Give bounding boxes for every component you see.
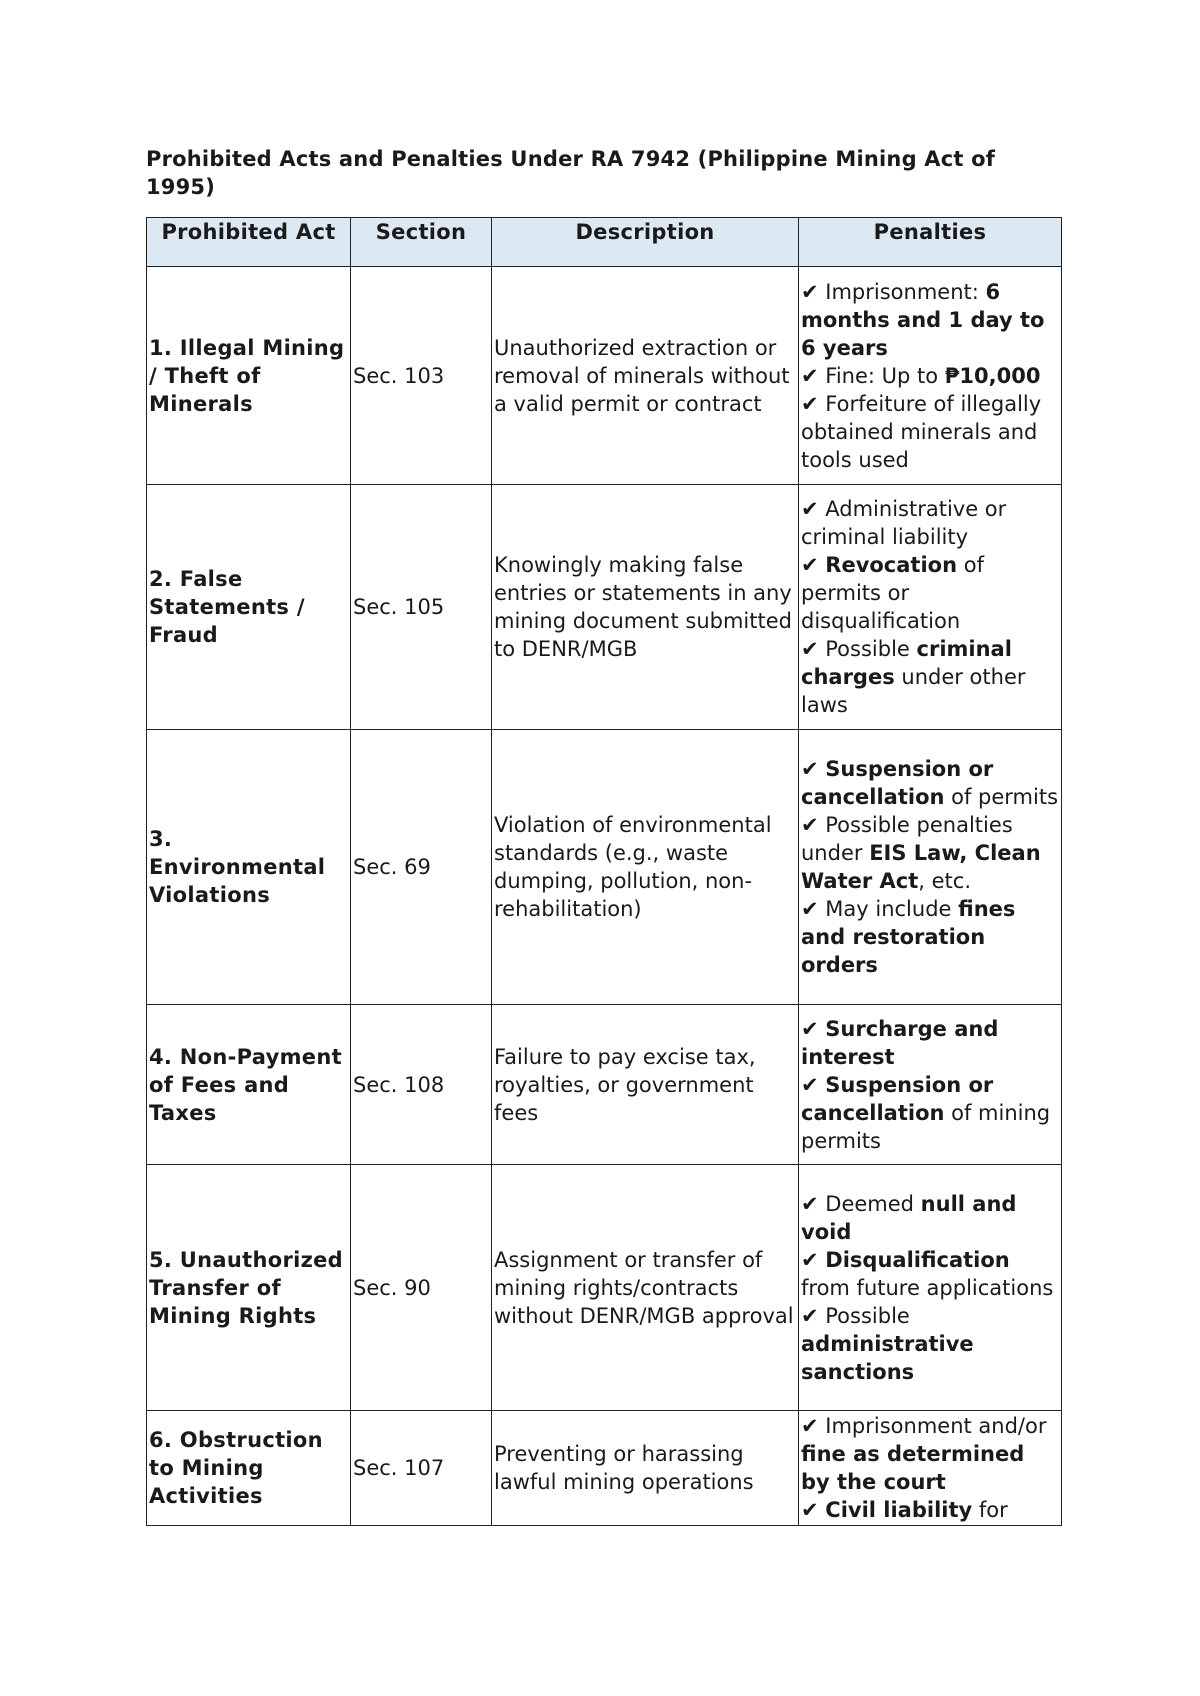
penalty-text: ✔ May include (801, 897, 959, 921)
penalties-cell (799, 730, 1062, 1005)
penalty-item (801, 495, 1059, 551)
description-cell: Preventing or harassing lawful mining operations (492, 1411, 799, 1526)
penalties-cell (799, 1165, 1062, 1411)
penalty-item (801, 1302, 1059, 1386)
prohibited-act-cell: 2. False Statements / Fraud (147, 485, 351, 730)
table-body (147, 267, 1062, 1526)
penalty-emphasis: Disqualification (825, 1247, 1010, 1272)
penalty-item (801, 1190, 1059, 1246)
penalty-item (801, 1246, 1059, 1302)
penalty-text: ✔ (801, 1072, 826, 1097)
prohibited-act-cell: 3. Environmental Violations (147, 730, 351, 1005)
penalty-item (801, 1015, 1059, 1071)
penalty-text: ✔ (801, 1247, 826, 1272)
column-header-section: Section (351, 218, 492, 267)
penalty-text: ✔ (801, 553, 826, 577)
penalty-emphasis: ₱10,000 (944, 363, 1041, 388)
penalty-item (801, 362, 1059, 390)
table-row (147, 1165, 1062, 1411)
penalty-emphasis: EIS Law, Clean Water Act (801, 841, 1041, 893)
table-row (147, 267, 1062, 485)
description-cell: Failure to pay excise tax, royalties, or government fees (492, 1005, 799, 1165)
penalty-text: ✔ (801, 1016, 826, 1041)
penalty-emphasis: fine as determined by the court (801, 1442, 1025, 1494)
description-cell: Unauthorized extraction or removal of minerals without a valid permit or contract (492, 267, 799, 485)
table-header-row (147, 218, 1062, 267)
column-header-penalties: Penalties (799, 218, 1062, 267)
prohibited-act-cell: 6. Obstruction to Mining Activities (147, 1411, 351, 1526)
penalty-emphasis: Civil liability (825, 1498, 973, 1522)
section-cell: Sec. 103 (351, 267, 492, 485)
penalty-text: ✔ Imprisonment: (801, 279, 986, 304)
penalty-text: of permits or disqualification (801, 553, 984, 633)
penalty-text: under other laws (801, 665, 1026, 717)
table-row (147, 730, 1062, 1005)
penalty-emphasis: null and void (801, 1191, 1017, 1244)
penalty-emphasis: fines and restoration orders (801, 897, 1016, 977)
description-cell: Violation of environmental standards (e.g., waste dumping, pollution, non-rehabilitation) (492, 730, 799, 1005)
penalty-emphasis: Revocation (825, 553, 958, 577)
penalty-emphasis: Surcharge and interest (801, 1016, 999, 1069)
section-cell: Sec. 105 (351, 485, 492, 730)
penalty-item (801, 1496, 1059, 1524)
penalties-table (146, 217, 1062, 1526)
section-cell: Sec. 108 (351, 1005, 492, 1165)
section-cell: Sec. 69 (351, 730, 492, 1005)
penalty-emphasis: administrative sanctions (801, 1331, 974, 1384)
penalty-emphasis: criminal charges (801, 637, 1012, 689)
penalty-item (801, 390, 1059, 474)
penalty-item (801, 1412, 1059, 1496)
penalty-text: of permits (944, 785, 1059, 809)
prohibited-act-cell: 4. Non-Payment of Fees and Taxes (147, 1005, 351, 1165)
penalty-text: ✔ Imprisonment and/or (801, 1414, 1047, 1438)
description-cell: Knowingly making false entries or statements in any mining document submitted to DENR/MGB (492, 485, 799, 730)
prohibited-act-cell: 5. Unauthorized Transfer of Mining Rights (147, 1165, 351, 1411)
penalty-emphasis: 6 months and 1 day to 6 years (801, 279, 1045, 360)
penalty-text: ✔ Possible (801, 637, 917, 661)
penalty-item (801, 895, 1059, 979)
penalty-item (801, 278, 1059, 362)
penalty-item (801, 1071, 1059, 1155)
penalty-text: , etc. (918, 869, 972, 893)
table-row (147, 1005, 1062, 1165)
penalty-item (801, 635, 1059, 719)
penalties-cell (799, 485, 1062, 730)
penalty-text: for (972, 1498, 1008, 1522)
penalties-cell (799, 267, 1062, 485)
table-row (147, 485, 1062, 730)
section-cell: Sec. 107 (351, 1411, 492, 1526)
penalty-text: ✔ (801, 757, 826, 781)
penalty-item (801, 811, 1059, 895)
penalty-item (801, 755, 1059, 811)
column-header-prohibited-act: Prohibited Act (147, 218, 351, 267)
penalties-cell (799, 1411, 1062, 1526)
penalty-text: from future applications (801, 1275, 1054, 1300)
penalty-text: ✔ (801, 1498, 826, 1522)
penalty-text: ✔ Forfeiture of illegally obtained minerals and tools used (801, 391, 1042, 472)
penalty-text: of mining permits (801, 1100, 1051, 1153)
prohibited-act-cell: 1. Illegal Mining / Theft of Minerals (147, 267, 351, 485)
page-title: Prohibited Acts and Penalties Under RA 7942 (Philippine Mining Act of 1995) (146, 147, 996, 199)
penalty-text: ✔ Possible penalties under (801, 813, 1013, 865)
penalty-emphasis: Suspension or cancellation (801, 1072, 994, 1125)
penalties-cell (799, 1005, 1062, 1165)
table-row (147, 1411, 1062, 1526)
penalty-text: ✔ Administrative or criminal liability (801, 497, 1007, 549)
column-header-description: Description (492, 218, 799, 267)
description-cell: Assignment or transfer of mining rights/contracts without DENR/MGB approval (492, 1165, 799, 1411)
penalty-emphasis: Suspension or cancellation (801, 757, 994, 809)
penalty-text: ✔ Deemed (801, 1191, 921, 1216)
penalty-item (801, 551, 1059, 635)
section-cell: Sec. 90 (351, 1165, 492, 1411)
penalty-text: ✔ Fine: Up to (801, 363, 945, 388)
penalty-text: ✔ Possible (801, 1303, 910, 1328)
